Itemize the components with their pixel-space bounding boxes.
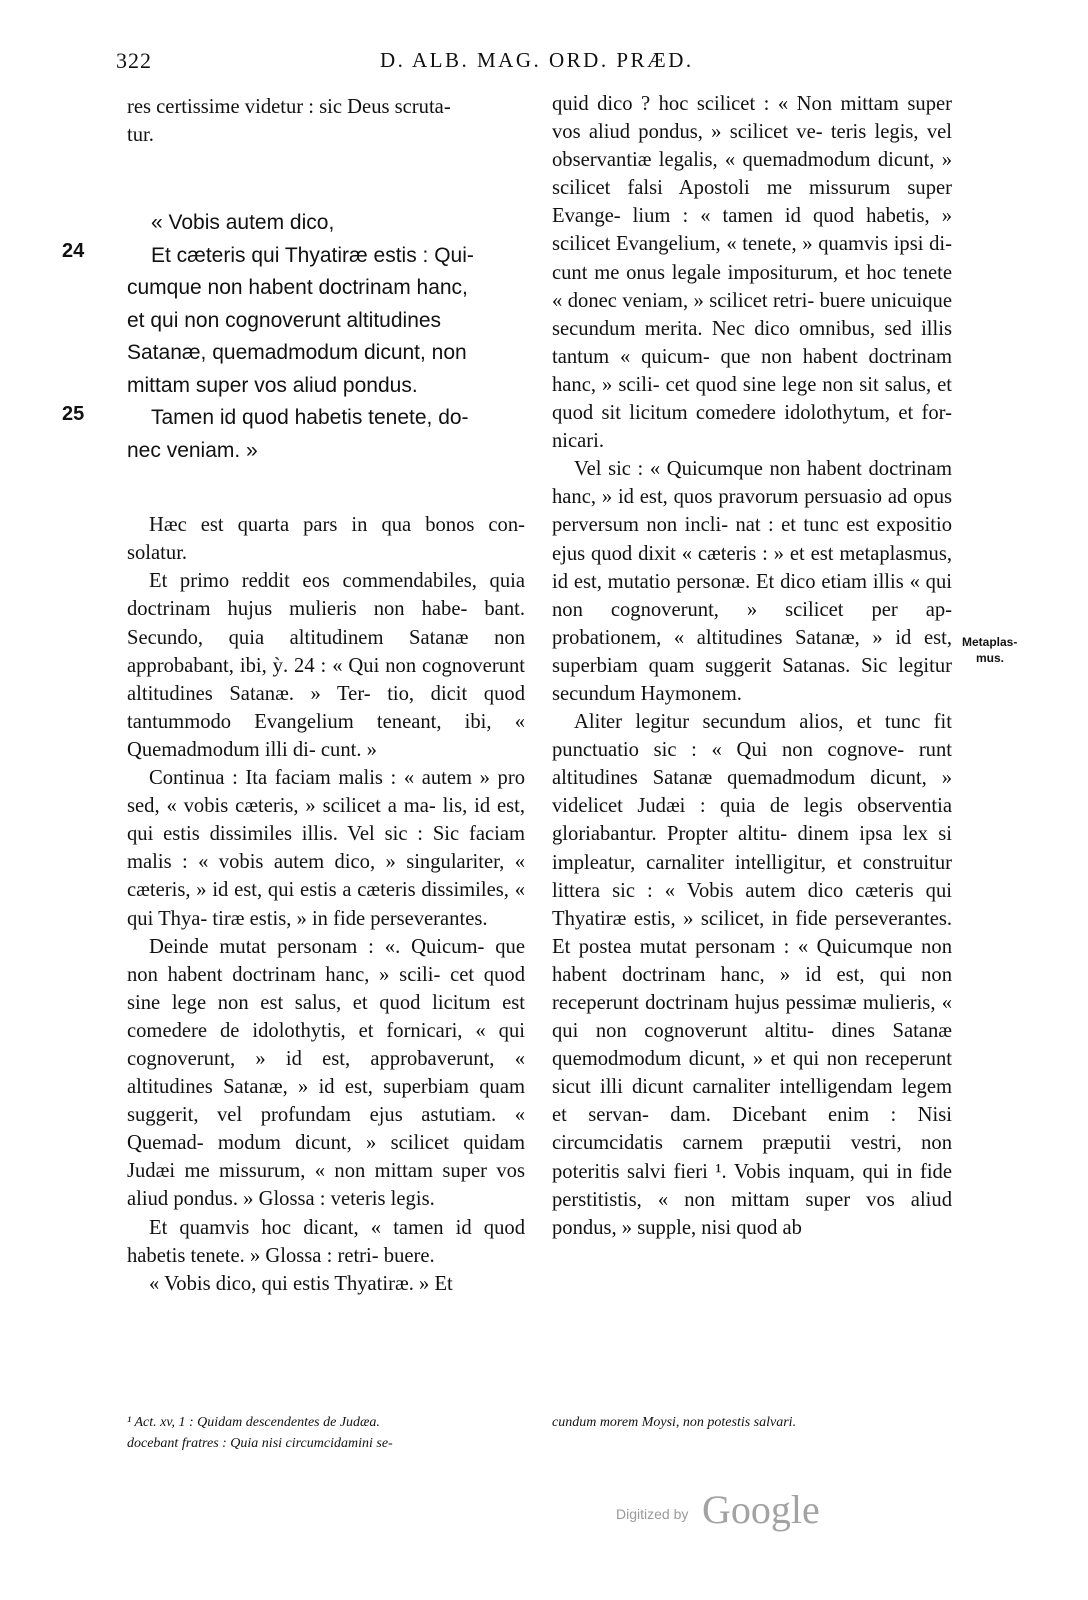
verse-line: mittam super vos aliud pondus.	[127, 373, 418, 397]
verse-line: Et cæteris qui Thyatiræ estis : Qui-	[151, 243, 474, 267]
verse-number-25: 25	[62, 403, 85, 425]
margin-note	[962, 634, 1017, 666]
verse-line: Satanæ, quemadmodum dicunt, non	[127, 341, 467, 365]
commentary-paragraph: Hæc est quarta pars in qua bonos con- solatur.	[127, 514, 525, 565]
watermark-prefix: Digitized by	[616, 1506, 689, 1522]
verse-line: et qui non cognoverunt altitudines	[127, 308, 442, 332]
running-header	[0, 48, 1088, 78]
commentary-paragraph: Et quamvis hoc dicant, « tamen id quod habetis tenete. » Glossa : retri- buere.	[127, 1216, 525, 1267]
footnote-line: cundum morem Moysi, non potestis salvari.	[552, 1415, 797, 1430]
left-line-0: res certissime videtur : sic Deus scruta-	[127, 96, 451, 118]
verse-line: Tamen id quod habetis tenete, do-	[151, 406, 469, 430]
google-logo: Google	[702, 1487, 820, 1532]
running-head-title: D. ALB. MAG. ORD. PRÆD.	[380, 48, 694, 72]
verse-line: nec veniam. »	[127, 438, 258, 462]
google-watermark	[616, 1486, 846, 1536]
commentary-paragraph: Et primo reddit eos commendabiles, quia doctrinam hujus mulieris non habe- bant. Secundo, quia altitudinem Satanæ non approbabant, ibi, ỳ. 24 : « Qui non cognoverunt altitudines Satanæ. » Ter- tio, dicit quod tantummodo Evangelium teneant, ibi, « Quemadmodum illi di- cunt. »	[127, 570, 525, 761]
page-number: 322	[116, 48, 152, 73]
scripture-verse-block	[127, 207, 525, 467]
footnote-right	[552, 1412, 952, 1433]
left-line-1: tur.	[127, 124, 154, 147]
commentary-paragraph: Continua : Ita faciam malis : « autem » pro sed, « vobis cæteris, » scilicet a ma- lis, id est, qui estis dissimiles illis. Vel sic : Sic faciam malis : « vobis autem dico, » singulariter, « cæteris, » id est, qui estis a cæteris dissimiles, « qui Thya- tiræ estis, » in fide perseverantes.	[127, 767, 525, 930]
margin-note-line: mus.	[976, 651, 1005, 665]
verse-number-24: 24	[62, 240, 85, 262]
commentary-paragraph: Vel sic : « Quicumque non habent doctrinam hanc, » id est, quos pravorum persuasio ad opus perversum non incli- nat : et tunc est expositio ejus quod dixit « cæteris : » et est metaplasmus, id est, mutatio personæ. Et dico etiam illis « qui non cognoverunt, » scilicet per ap- probationem, « altitudines Satanæ, » id est, superbiam quam suggerit Satanas. Sic legitur secundum Haymonem.	[552, 458, 952, 705]
commentary-paragraph: Deinde mutat personam : «. Quicum- que non habent doctrinam hanc, » scili- cet quod sine lege non est salus, et quod licitum est comedere de idolothytis, et fornicari, « qui cognoverunt, » id est, approbaverunt, « altitudines Satanæ, » id est, superbiam quam suggerit, vel profundam ejus astutiam. « Quemad- modum dicunt, » scilicet quidam Judæi me missurum, « non mittam super vos aliud pondus. » Glossa : veteris legis.	[127, 935, 525, 1211]
commentary-paragraph: Aliter legitur secundum alios, et tunc fit punctuatio sic : « Qui non cognove- runt altitudines Satanæ quemadmodum dicunt, » videlicet Judæi : quia de legis observentia gloriabantur. Propter altitu- dinem ipsa lex si impleatur, carnaliter intelligitur, et construitur littera sic : « Vobis autem dico cæteris qui Thyatiræ estis, » scilicet, in fide perseverantes. Et postea mutat personam : « Quicumque non habent doctrinam hanc, » id est, qui non receperunt doctrinam hujus pessimæ mulieris, « qui non cognoverunt altitu- dines Satanæ quemodmodum dicunt, » et qui non receperunt sicut illi dicunt carnaliter intelligendam legem et servan- dam. Dicebant enim : Nisi circumcidatis carnem præputii vestri, non poteritis salvi fieri ¹. Vobis inquam, qui in fide perstitistis, « non mittam super vos aliud pondus, » supple, nisi quod ab	[552, 711, 952, 1239]
margin-note-line: Metaplas-	[962, 635, 1018, 649]
verse-line: « Vobis autem dico,	[151, 211, 335, 235]
commentary-paragraph: quid dico ? hoc scilicet : « Non mittam super vos aliud pondus, » scilicet ve- teris legis, vel observantiæ legalis, « quemadmodum dicunt, » scilicet falsi Apostoli me missurum super Evange- lium : « tamen id quod habetis, » scilicet Evangelium, « tenete, » quamvis ipsi di- cunt me onus legale impositurum, et hoc tenete « donec veniam, » scilicet retri- buere unicuique secundum merita. Nec dico omnibus, sed illis tantum « quicum- que non habent doctrinam hanc, » scili- cet quod sine lege non sit salus, et quod sit licitum comedere idolothytum, et for- nicari.	[552, 93, 952, 453]
commentary-paragraph: « Vobis dico, qui estis Thyatiræ. » Et	[149, 1272, 453, 1295]
footnote-left	[127, 1412, 527, 1454]
right-column	[552, 90, 952, 1242]
verse-line: cumque non habent doctrinam hanc,	[127, 276, 468, 300]
footnote-line: ¹ Act. xv, 1 : Quidam descendentes de Judæa.	[127, 1415, 380, 1430]
footnote-line: docebant fratres : Quia nisi circumcidamini se-	[127, 1436, 393, 1451]
left-column	[127, 93, 525, 1298]
